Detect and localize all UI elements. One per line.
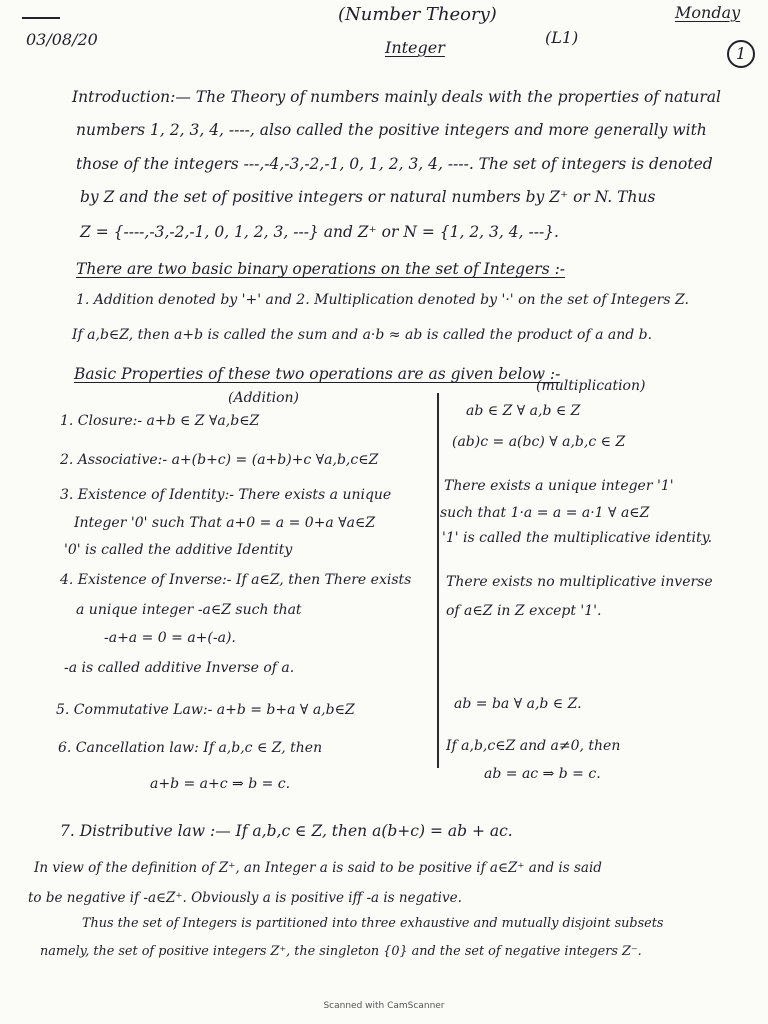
properties-heading: Basic Properties of these two operations are as given below :-	[74, 365, 561, 383]
intro-line-2: numbers 1, 2, 3, 4, ----, also called the positive integers and more generally with	[76, 121, 707, 139]
subtitle: Integer	[385, 38, 445, 57]
day-label: Monday	[675, 3, 741, 22]
prop-identity-mul-3: '1' is called the multiplicative identity.	[442, 530, 713, 546]
prop-commutative-add: 5. Commutative Law:- a+b = b+a ∀ a,b∈Z	[56, 702, 355, 718]
page-number: 1	[727, 40, 755, 68]
prop-commutative-mul: ab = ba ∀ a,b ∈ Z.	[454, 696, 582, 712]
binary-ops-line-1: 1. Addition denoted by '+' and 2. Multiplication denoted by '·' on the set of Integers Z.	[76, 292, 689, 308]
prop-inverse-mul-1: There exists no multiplicative inverse	[446, 574, 713, 590]
prop-inverse-add-4: -a is called additive Inverse of a.	[64, 660, 295, 676]
page-title: (Number Theory)	[338, 4, 497, 25]
multiplication-label: (multiplication)	[536, 378, 646, 394]
prop-cancel-add-2: a+b = a+c ⇒ b = c.	[150, 776, 291, 792]
prop-cancel-mul-1: If a,b,c∈Z and a≠0, then	[446, 738, 621, 754]
intro-line-1: Introduction:— The Theory of numbers mainly deals with the properties of natural	[72, 88, 722, 106]
binary-ops-heading: There are two basic binary operations on the set of Integers :-	[76, 260, 566, 278]
prop-inverse-add-1: 4. Existence of Inverse:- If a∈Z, then There exists	[60, 572, 412, 588]
prop-cancel-add-1: 6. Cancellation law: If a,b,c ∈ Z, then	[58, 740, 323, 756]
column-divider	[437, 393, 439, 768]
prop-inverse-add-2: a unique integer -a∈Z such that	[76, 602, 302, 618]
lecture-number: (L1)	[545, 28, 579, 47]
binary-ops-line-2: If a,b∈Z, then a+b is called the sum and a·b ≈ ab is called the product of a and b.	[72, 327, 653, 343]
addition-label: (Addition)	[228, 390, 299, 406]
partition-line-2: namely, the set of positive integers Z⁺, the singleton {0} and the set of negative integers Z⁻.	[40, 944, 642, 959]
prop-assoc-add: 2. Associative:- a+(b+c) = (a+b)+c ∀a,b,c∈Z	[60, 452, 379, 468]
intro-line-3: those of the integers ---,-4,-3,-2,-1, 0, 1, 2, 3, 4, ----. The set of integers is denoted	[76, 155, 713, 173]
prop-identity-mul-2: such that 1·a = a = a·1 ∀ a∈Z	[440, 505, 650, 521]
date: 03/08/20	[26, 30, 98, 49]
distributive-law: 7. Distributive law :— If a,b,c ∈ Z, then a(b+c) = ab + ac.	[60, 822, 513, 840]
prop-identity-mul-1: There exists a unique integer '1'	[444, 478, 674, 494]
prop-identity-add-2: Integer '0' such That a+0 = a = 0+a ∀a∈Z	[74, 515, 376, 531]
prop-closure-mul: ab ∈ Z ∀ a,b ∈ Z	[466, 403, 581, 419]
prop-inverse-add-3: -a+a = 0 = a+(-a).	[104, 630, 236, 646]
prop-identity-add-3: '0' is called the additive Identity	[64, 542, 293, 558]
intro-line-4: by Z and the set of positive integers or natural numbers by Z⁺ or N. Thus	[80, 188, 656, 206]
scanner-watermark: Scanned with CamScanner	[323, 1001, 445, 1011]
prop-assoc-mul: (ab)c = a(bc) ∀ a,b,c ∈ Z	[452, 434, 626, 450]
prop-cancel-mul-2: ab = ac ⇒ b = c.	[484, 766, 601, 782]
date-overline	[22, 17, 60, 19]
partition-line-1: Thus the set of Integers is partitioned into three exhaustive and mutually disjoint subsets	[82, 916, 664, 931]
positive-def-line-2: to be negative if -a∈Z⁺. Obviously a is positive iff -a is negative.	[28, 890, 462, 906]
prop-closure-add: 1. Closure:- a+b ∈ Z ∀a,b∈Z	[60, 413, 260, 429]
intro-line-5: Z = {----,-3,-2,-1, 0, 1, 2, 3, ---} and Z⁺ or N = {1, 2, 3, 4, ---}.	[80, 223, 559, 241]
positive-def-line-1: In view of the definition of Z⁺, an Integer a is said to be positive if a∈Z⁺ and is said	[34, 860, 602, 876]
prop-identity-add-1: 3. Existence of Identity:- There exists a unique	[60, 487, 392, 503]
prop-inverse-mul-2: of a∈Z in Z except '1'.	[446, 603, 602, 619]
